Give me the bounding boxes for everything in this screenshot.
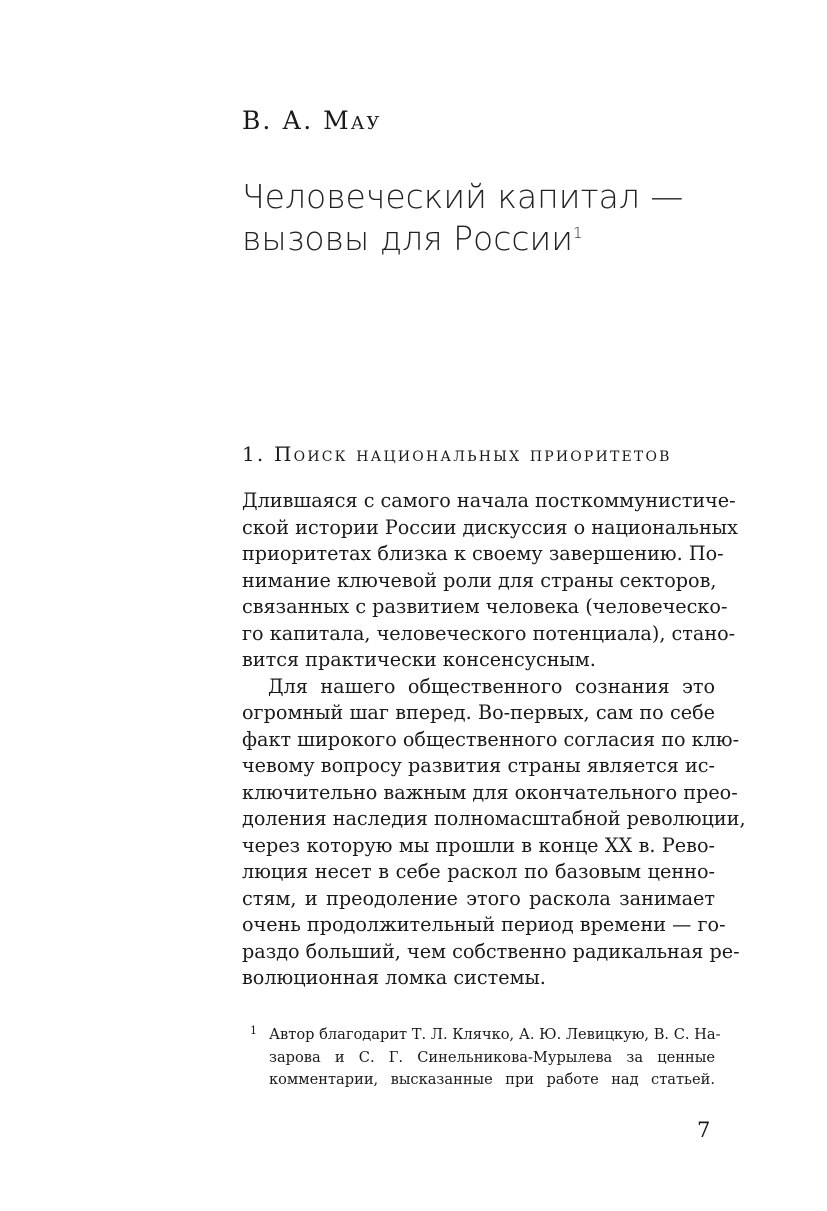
text-line: чевому вопросу развития страны является ис- [242, 754, 715, 777]
footnote-line: зарова и С. Г. Синельникова-Мурылева за ценные [269, 1048, 715, 1066]
chapter-title [242, 176, 712, 260]
text-line: факт широкого общественного согласия по клю- [242, 727, 740, 751]
author-name: В. А. Мау [242, 106, 382, 135]
text-line: доления наследия полномасштабной революции, [242, 807, 746, 830]
title-line-1: Человеческий капитал — [242, 177, 684, 216]
text-line: ской истории России дискуссия о национальных [242, 515, 738, 539]
text-line: очень продолжительный период времени — го- [242, 913, 726, 936]
text-line: огромный шаг вперед. Во-первых, сам по себе [242, 701, 715, 724]
title-line-2: вызовы для России [242, 219, 573, 258]
page-number: 7 [697, 1118, 711, 1142]
footnote-text [269, 1024, 721, 1092]
footnote-mark: 1 [250, 1024, 257, 1037]
body-text [242, 488, 746, 992]
paragraph-2 [242, 674, 746, 992]
text-line: раздо больший, чем собственно радикальная ре- [242, 939, 740, 963]
footnote-line: Автор благодарит Т. Л. Клячко, А. Ю. Левицкую, В. С. На- [269, 1026, 721, 1043]
text-line: Длившаяся с самого начала посткоммунистиче- [242, 489, 736, 512]
text-line: нимание ключевой роли для страны секторов, [242, 568, 717, 592]
title-footnote-ref: 1 [573, 224, 583, 242]
text-line: люция несет в себе раскол по базовым ценно- [242, 860, 715, 883]
paragraph-1 [242, 488, 738, 674]
text-line: приоритетах близка к своему завершению. По- [242, 542, 724, 565]
text-line: через которую мы прошли в конце XX в. Рево- [242, 833, 715, 857]
text-line: волюционная ломка системы. [242, 966, 546, 989]
text-line: вится практически консенсусным. [242, 648, 596, 671]
text-line: стям, и преодоление этого раскола занимает [242, 886, 715, 910]
text-line: го капитала, человеческого потенциала), стано- [242, 621, 736, 645]
text-line: Для нашего общественного сознания это [268, 674, 715, 698]
footnote-line: комментарии, высказанные при работе над статьей. [269, 1071, 715, 1088]
footnote [250, 1024, 721, 1092]
text-line: ключительно важным для окончательного прео- [242, 780, 738, 804]
text-line: связанных с развитием человека (человеческо- [242, 595, 728, 618]
section-heading: 1. Поиск национальных приоритетов [242, 442, 672, 466]
